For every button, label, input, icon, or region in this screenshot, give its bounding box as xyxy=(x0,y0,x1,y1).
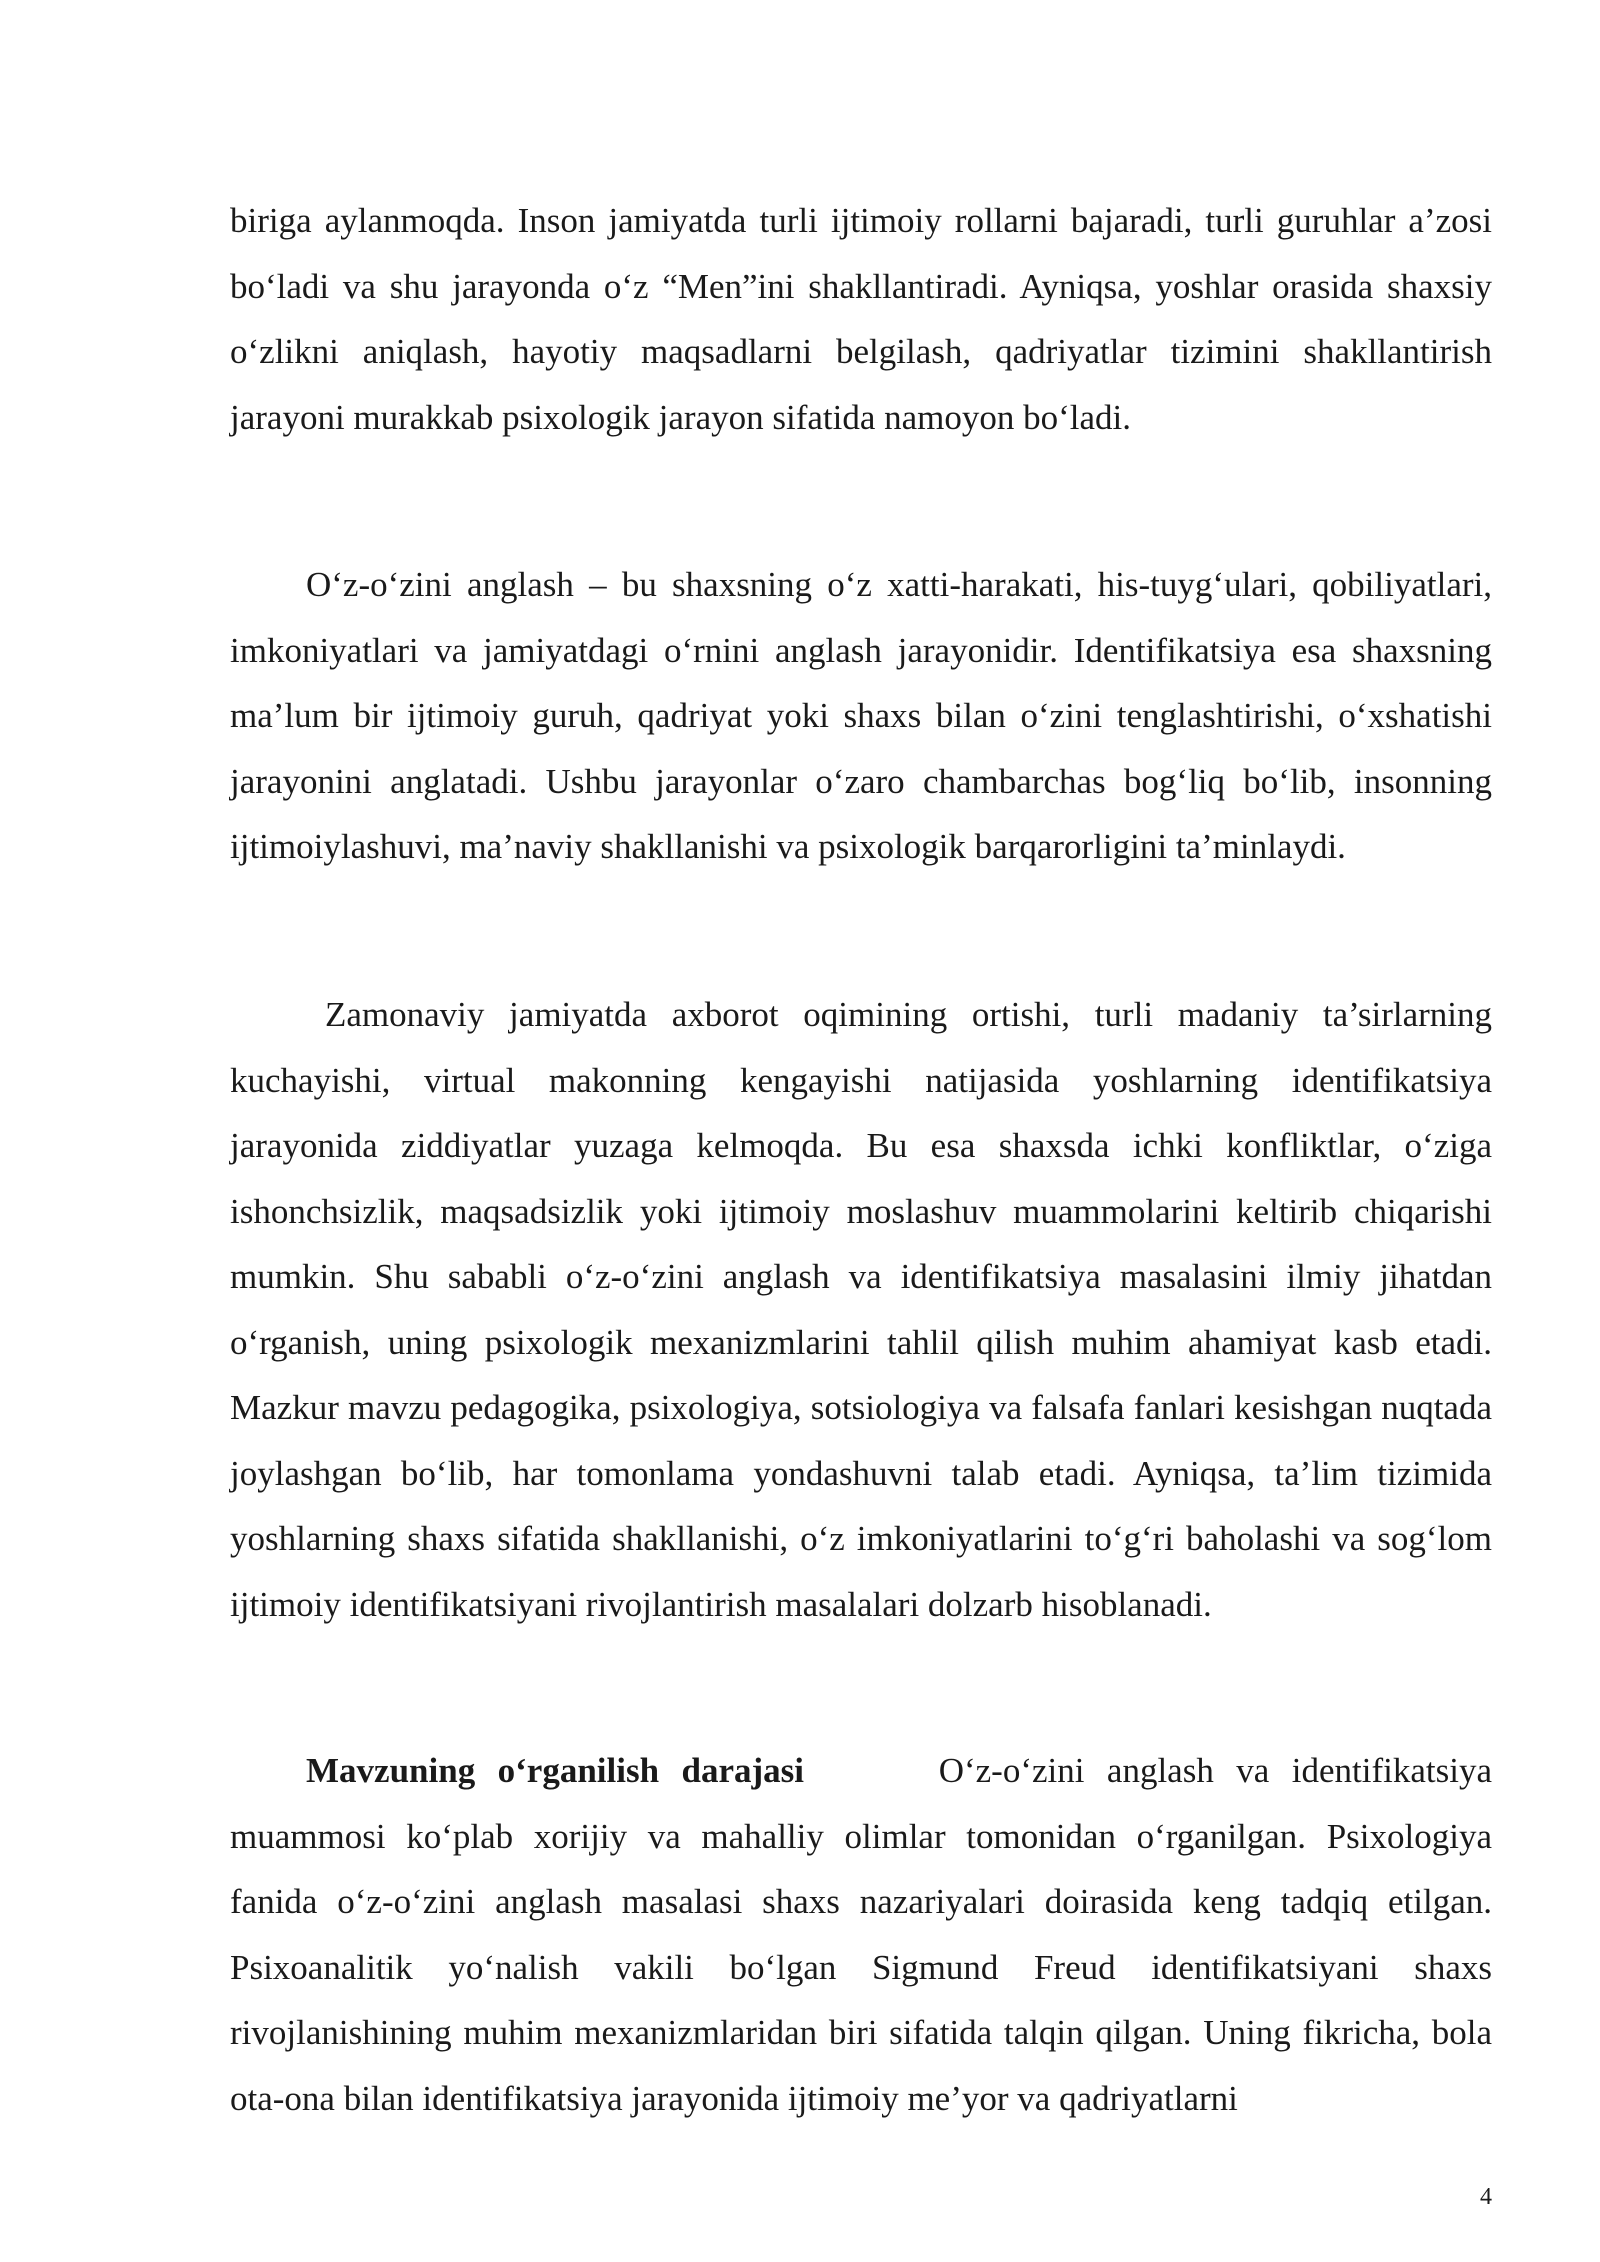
paragraph-1 xyxy=(230,188,1492,450)
paragraph-3 xyxy=(230,982,1492,1637)
page-number: 4 xyxy=(1480,2184,1492,2210)
paragraph-4 xyxy=(230,1738,1492,2131)
paragraph-2 xyxy=(230,552,1492,880)
paragraph-2-text: O‘z-o‘zini anglash – bu shaxsning o‘z xatti-harakati, his-tuyg‘ulari, qobiliyatlari, imkoniyatlari va jamiyatdagi o‘rnini anglash jarayonidir. Identifikatsiya esa shaxsning ma’lum bir ijtimoiy guruh, qadriyat yoki shaxs bilan o‘zini tenglashtirishi, o‘xshatishi jarayonini anglatadi. Ushbu jarayonlar o‘zaro chambarchas bog‘liq bo‘lib, insonning ijtimoiylashuvi, ma’naviy shakllanishi va psixologik barqarorligini ta’minlaydi. xyxy=(230,565,1492,866)
section-heading: Mavzuning o‘rganilish darajasi xyxy=(306,1751,805,1790)
paragraph-4-text: O‘z-o‘zini anglash va identifikatsiya muammosi ko‘plab xorijiy va mahalliy olimlar tomonidan o‘rganilgan. Psixologiya fanida o‘z-o‘zini anglash masalasi shaxs nazariyalari doirasida keng tadqiq etilgan. Psixoanalitik yo‘nalish vakili bo‘lgan Sigmund Freud identifikatsiyani shaxs rivojlanishining muhim mexanizmlaridan biri sifatida talqin qilgan. Uning fikricha, bola ota-ona bilan identifikatsiya jarayonida ijtimoiy me’yor va qadriyatlarni xyxy=(230,1751,1493,2118)
paragraph-3-text: Zamonaviy jamiyatda axborot oqimining ortishi, turli madaniy ta’sirlarning kuchayishi, virtual makonning kengayishi natijasida yoshlarning identifikatsiya jarayonida ziddiyatlar yuzaga kelmoqda. Bu esa shaxsda ichki konfliktlar, o‘ziga ishonchsizlik, maqsadsizlik yoki ijtimoiy moslashuv muammolarini keltirib chiqarishi mumkin. Shu sababli o‘z-o‘zini anglash va identifikatsiya masalasini ilmiy jihatdan o‘rganish, uning psixologik mexanizmlarini tahlil qilish muhim ahamiyat kasb etadi. Mazkur mavzu pedagogika, psixologiya, sotsiologiya va falsafa fanlari kesishgan nuqtada joylashgan bo‘lib, har tomonlama yondashuvni talab etadi. Ayniqsa, ta’lim tizimida yoshlarning shaxs sifatida shakllanishi, o‘z imkoniyatlarini to‘g‘ri baholashi va sog‘lom ijtimoiy identifikatsiyani rivojlantirish masalalari dolzarb hisoblanadi. xyxy=(230,995,1492,1624)
paragraph-1-text: biriga aylanmoqda. Inson jamiyatda turli ijtimoiy rollarni bajaradi, turli guruhlar a’zosi bo‘ladi va shu jarayonda o‘z “Men”ini shakllantiradi. Ayniqsa, yoshlar orasida shaxsiy o‘zlikni aniqlash, hayotiy maqsadlarni belgilash, qadriyatlar tizimini shakllantirish jarayoni murakkab psixologik jarayon sifatida namoyon bo‘ladi. xyxy=(230,201,1492,437)
